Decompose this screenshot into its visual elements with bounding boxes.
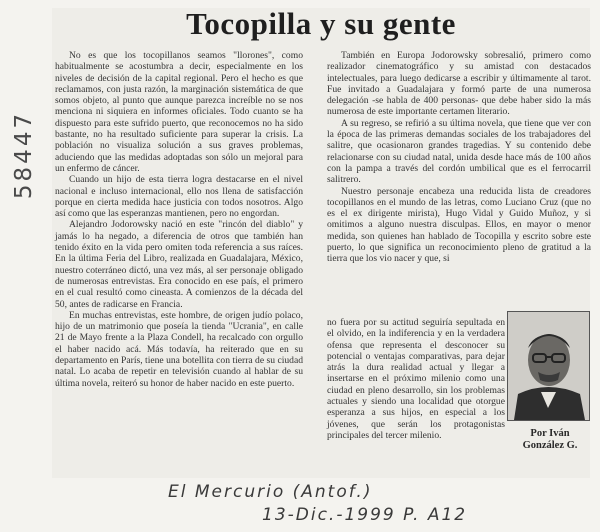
headline: Tocopilla y su gente — [186, 6, 456, 41]
article-left-column — [55, 50, 303, 389]
paragraph: Cuando un hijo de esta tierra logra destacarse en el nivel nacional e incluso internacional, ello nos llena de satisfacción porque en cierta medida hace justicia con todos nosotros. Algo así como que las esperanzas mantienen, pero no engordan. — [55, 174, 303, 220]
paragraph: Alejandro Jodorowsky nació en este "rincón del diablo" y jamás lo ha negado, a diferencia de otros que también han tenido éxito en la vida pero omiten toda referencia a sus raíces. En la última Feria del Libro, realizada en Guadalajara, México, nuestro coterráneo dictó, una vez más, al ser personaje obligado de numerosas entrevistas. Era conocido en ese país, el primero en el cual resultó como cineasta. A comienzos de la década del 50, antes de radicarse en Francia. — [55, 219, 303, 310]
handwritten-source: El Mercurio (Antof.) — [168, 482, 373, 502]
article-right-column-continued — [327, 317, 505, 441]
author-portrait-icon — [508, 312, 589, 420]
author-photo — [507, 311, 590, 421]
byline-line: Por Iván — [530, 428, 570, 439]
byline — [507, 428, 593, 452]
paragraph: no fuera por su actitud seguiría sepultada en el olvido, en la indiferencia y en la verdadera ofensa que representa el desconocer su potencial o ventajas comparativas, para dejar atrás la dura realidad actual y llegar a insertarse en el próximo milenio como una ciudad en pleno desarrollo, sin los problemas actuales y siendo una localidad que otorgue esperanza a sus hijos, en especial a los jóvenes, que serán los protagonistas principales del tercer milenio. — [327, 317, 505, 441]
byline-line: González G. — [522, 440, 578, 451]
paragraph: También en Europa Jodorowsky sobresalió, primero como realizador cinematográfico y su amistad con destacados intelectuales, para luego dedicarse a escribir y últimamente al tarot. Fue invitado a Guadalajara y formó parte de una numerosa delegación -se habla de 400 personas- que debe haber sido la más numerosa de este importante certamen literario. — [327, 50, 591, 118]
paragraph: En muchas entrevistas, este hombre, de origen judío polaco, hijo de un matrimonio que poseía la tienda "Ucrania", en calle 21 de Mayo frente a la Plaza Condell, ha recalcado con orgullo el haber nacido acá. Más todavía, ha reiterado que en su departamento en París, tiene una botellita con tierra de su ciudad natal. Lo acaba de repetir en televisión cuando al hablar de su última novela, reiteró su honor de haber nacido en este puerto. — [55, 309, 304, 389]
paragraph: Nuestro personaje encabeza una reducida lista de creadores tocopillanos en el mundo de las letras, como Luciano Cruz (que no es el ex dirigente mirista), Hugo Vidal y Guido Muñoz, y si omitimos a alguno nuestra disculpas. Ellos, en mayor o menor medida, son quienes han hablado de Tocopilla y escrito sobre este puerto, lo que significa un reconocimiento pleno de gratitud a la tierra que los vio nacer y que, si — [327, 185, 591, 265]
archive-number: 58447 — [11, 110, 37, 200]
paragraph: No es que los tocopillanos seamos "llorones", como habitualmente se acostumbra a decir, especialmente en los niveles de decisión de la capital regional. Pero el hecho es que reclamamos, con justa razón, la marginación sistemática de que somos objeto, al punto que aunque parezca increíble no se nos menciona ni siquiera en informes oficiales. Todo cuanto se ha dispuesto para este sufrido puerto, que reconocemos no ha sido bastante, no ha resultado suficiente para superar la crisis. La población no visualiza solución a sus graves problemas, aduciendo que las medidas adoptadas son sólo un mejoral para un enfermo de cáncer. — [55, 50, 303, 174]
handwritten-date: 13-Dic.-1999 P. A12 — [262, 505, 468, 525]
paragraph: A su regreso, se refirió a su última novela, que tiene que ver con la época de las primeras demandas sociales de los trabajadores del salitre, que ocasionaron grandes tragedias. Y su contenido debe relacionarse con su ciudad natal, unida desde hace más de 100 años con la pampa a través del cordón umbilical que es el ferrocarril salitrero. — [327, 117, 591, 186]
article-right-column — [327, 50, 591, 265]
